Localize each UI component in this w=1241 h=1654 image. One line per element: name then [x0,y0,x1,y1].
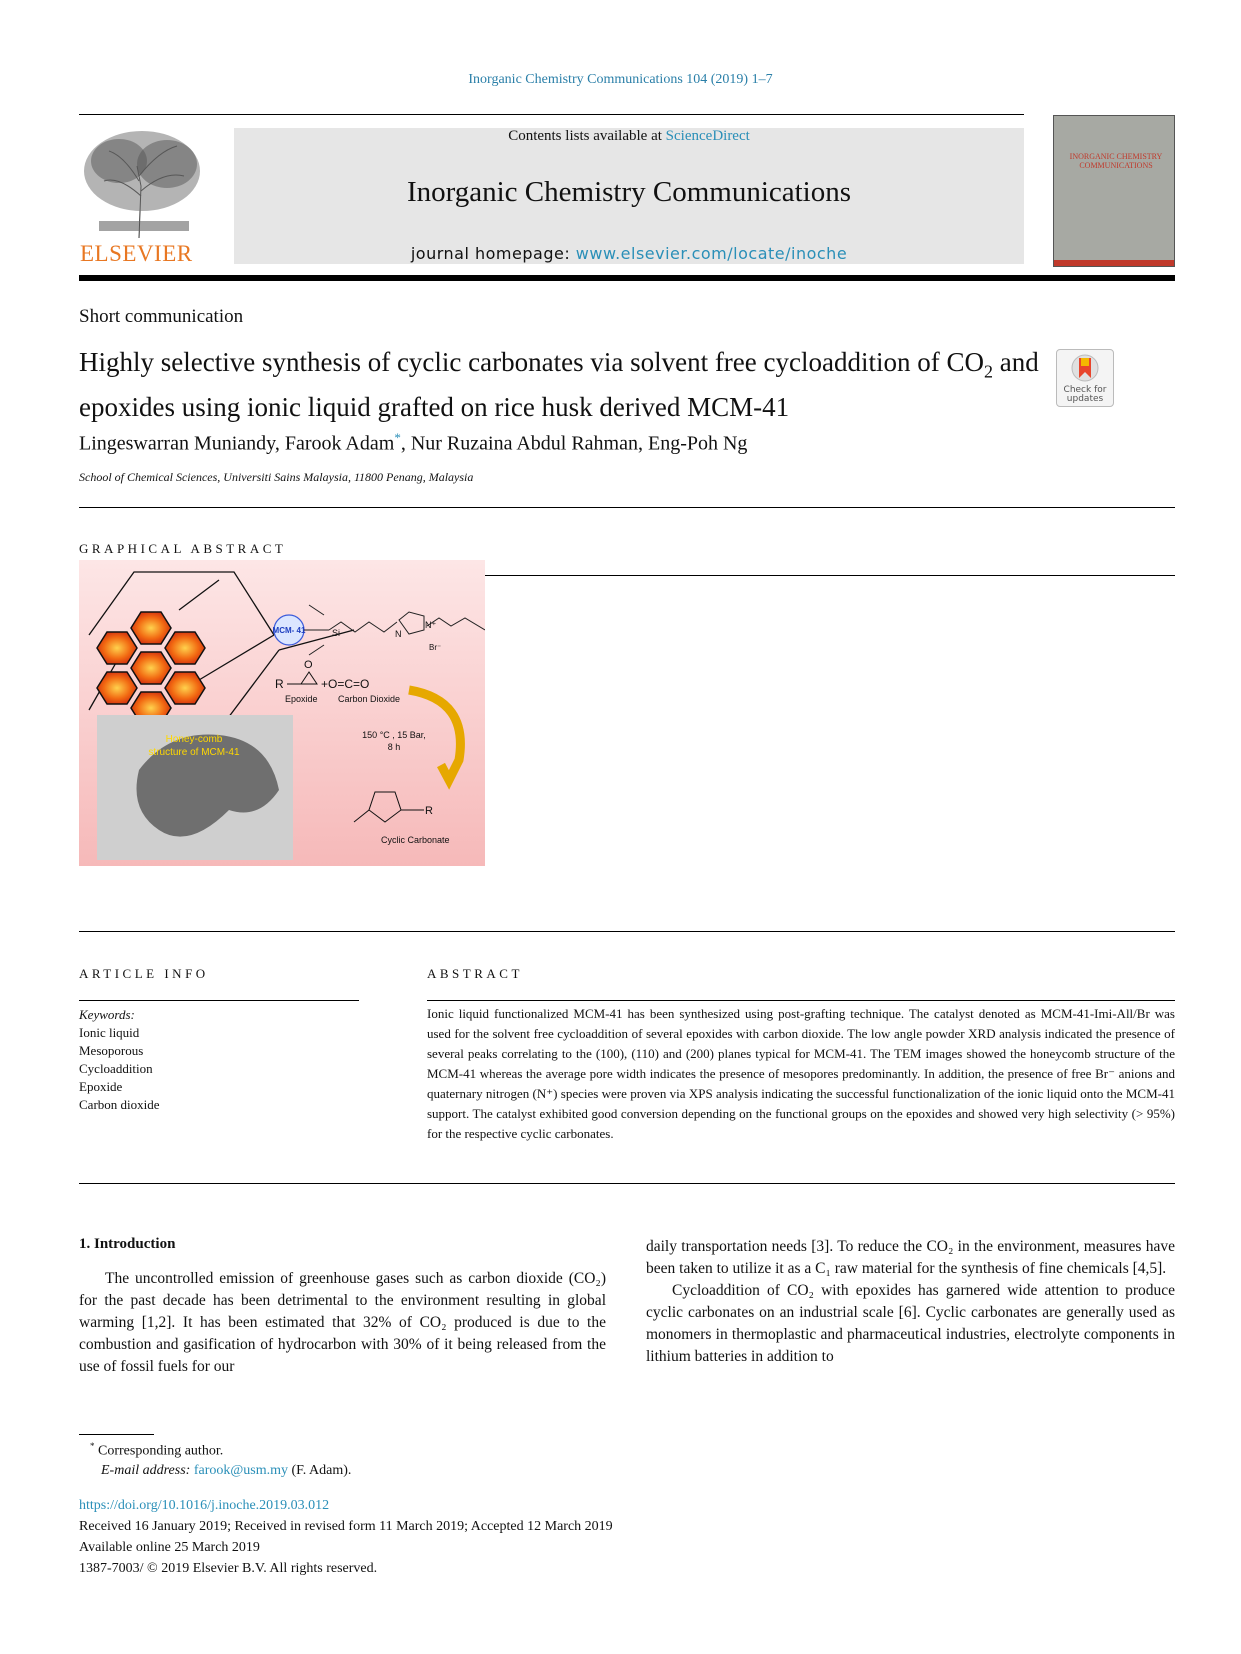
intro-right-column [646,1236,1175,1368]
header-thick-rule [79,275,1175,281]
honeycomb-label-1: Honey-comb [165,734,223,745]
epoxide-label: Epoxide [285,694,318,704]
epoxide-o-label: O [304,659,313,671]
bookmark-icon [1057,350,1113,386]
corresponding-author-mark[interactable]: * [394,430,401,445]
cover-red-band [1054,260,1174,266]
check-updates-label: Check for updates [1063,385,1107,404]
email-suffix: (F. Adam). [287,1463,352,1478]
divider [79,1183,1175,1184]
honeycomb-label-2: structure of MCM-41 [148,747,240,758]
footnote-mark: * [90,1441,95,1451]
title-subscript: 2 [983,361,993,382]
journal-reference[interactable]: Inorganic Chemistry Communications 104 (2019) 1–7 [468,72,773,87]
keyword: Carbon dioxide [79,1097,160,1112]
title-part2: and epoxides using ionic liquid grafted on rice husk derived MCM-41 [79,347,1039,423]
r-group-label: R [275,677,284,691]
abstract-rule [427,1000,1175,1001]
intro-paragraph-3: Cycloaddition of CO₂ with epoxides has garnered wide attention to produce cyclic carbonates on an industrial scale [6]. Cyclic carbonates are generally used as monomers in thermoplastic and pharmaceutical industries, electrolyte components in lithium batteries in addition to [646,1282,1175,1365]
doi-link[interactable]: https://doi.org/10.1016/j.inoche.2019.03.012 [79,1498,330,1513]
cyclic-carbonate-label: Cyclic Carbonate [381,835,450,845]
article-title [79,344,1039,425]
elsevier-tree-logo [79,126,206,238]
introduction-heading: 1. Introduction [79,1236,176,1252]
homepage-line [234,244,1024,263]
conditions-label-2: 8 h [387,742,401,752]
divider [79,931,1175,932]
copyright: 1387-7003/ © 2019 Elsevier B.V. All rights reserved. [79,1561,378,1576]
graphical-abstract-heading: GRAPHICAL ABSTRACT [79,541,287,556]
intro-left-column [79,1268,606,1378]
cover-title: INORGANIC CHEMISTRY COMMUNICATIONS [1069,152,1163,170]
journal-title: Inorganic Chemistry Communications [406,176,852,208]
available-online: Available online 25 March 2019 [79,1540,260,1555]
affiliation: School of Chemical Sciences, Universiti Sains Malaysia, 11800 Penang, Malaysia [79,470,474,484]
n-plus-label: N⁺ [425,620,437,630]
publisher-wordmark: ELSEVIER [80,241,193,266]
conditions-label-1: 150 °C , 15 Bar, [362,730,426,740]
carbonate-r-label: R [425,805,433,817]
header-top-rule [79,114,1024,115]
corresponding-author-note [90,1441,223,1460]
homepage-prefix: journal homepage: [410,244,576,263]
footnote-rule [79,1434,154,1435]
co2-formula-label: +O=C=O [321,677,370,691]
article-info-rule [79,1000,359,1001]
si-label: Si [332,628,341,638]
keyword: Ionic liquid [79,1025,140,1040]
journal-cover-thumbnail[interactable] [1053,115,1175,267]
keywords-label: Keywords: [79,1007,135,1022]
homepage-link[interactable]: www.elsevier.com/locate/inoche [575,244,848,263]
abstract-heading: ABSTRACT [427,966,523,981]
carbon-dioxide-label: Carbon Dioxide [338,694,401,704]
contents-prefix: Contents lists available at [508,128,666,144]
article-info-heading: ARTICLE INFO [79,966,209,981]
keyword: Cycloaddition [79,1061,153,1076]
intro-paragraph-1: The uncontrolled emission of greenhouse gases such as carbon dioxide (CO₂) for the past decade has been detrimental to the environment resulting in global warming [1,2]. It has been estimated that 32% of CO₂ produced is due to the combustion and gasification of hydrocarbon with 30% of it being released from the use of fossil fuels for our [79,1270,606,1375]
author-list [79,430,747,456]
corresponding-author-text: Corresponding author. [98,1443,224,1459]
abstract-text: Ionic liquid functionalized MCM-41 has been synthesized using post-grafting technique. The catalyst denoted as MCM-41-Imi-All/Br was used for the solvent free cycloaddition of several epoxides with carbon dioxide. The low angle powder XRD analysis indicated the presence of several peaks correlating to the (100), (110) and (200) planes typical for MCM-41. The TEM images showed the honeycomb structure of the MCM-41 whereas the average pore width indicates the presence of mesopores predominantly. In addition, the presence of free Br⁻ anions and quaternary nitrogen (N⁺) species were proven via XPS analysis indicating the successful functionalization of the ionic liquid onto the MCM-41 support. The catalyst exhibited good conversion depending on the functional groups on the epoxides and showed very high selectivity (> 95%) for the respective cyclic carbonates. [427,1006,1175,1141]
keywords-block [79,1006,160,1114]
keyword: Epoxide [79,1079,123,1094]
divider [79,507,1175,508]
received-dates: Received 16 January 2019; Received in revised form 11 March 2019; Accepted 12 March 2019 [79,1519,613,1534]
check-for-updates-badge[interactable] [1056,349,1114,407]
sciencedirect-link[interactable]: ScienceDirect [665,128,750,144]
contents-line [234,128,1024,145]
intro-paragraph-2: daily transportation needs [3]. To reduce the CO₂ in the environment, measures have been taken to utilize it as a C₁ raw material for the synthesis of fine chemicals [4,5]. [646,1238,1175,1277]
authors-first: Lingeswarran Muniandy, Farook Adam [79,432,395,455]
email-line [101,1463,351,1479]
mcm-label: MCM- 41 [272,626,306,635]
n-label: N [395,629,402,639]
email-link[interactable]: farook@usm.my [193,1463,288,1478]
email-label: E-mail address: [101,1463,194,1478]
title-part1: Highly selective synthesis of cyclic carbonates via solvent free cycloaddition of CO [79,347,984,377]
section-type: Short communication [79,306,244,327]
authors-rest: , Nur Ruzaina Abdul Rahman, Eng-Poh Ng [400,432,748,455]
graphical-abstract-figure [79,560,485,866]
br-label: Br⁻ [429,643,442,652]
keyword: Mesoporous [79,1043,144,1058]
